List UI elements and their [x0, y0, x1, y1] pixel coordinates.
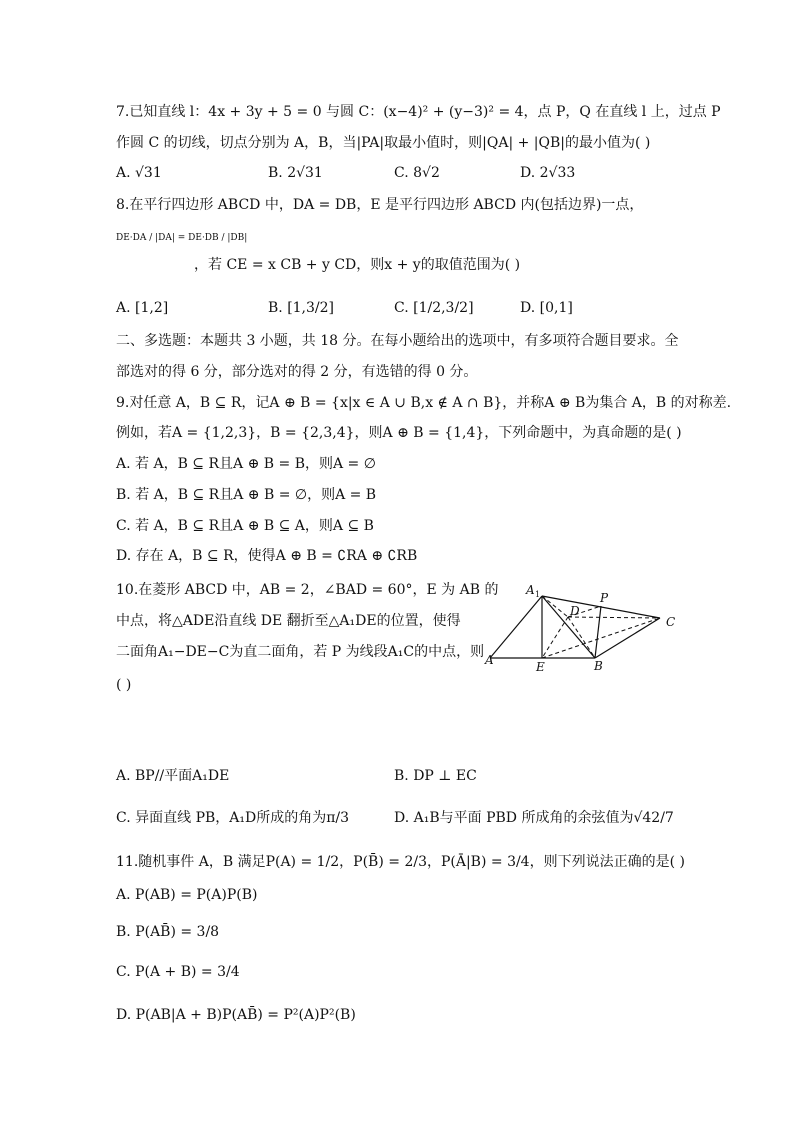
q10-line4: ( ) — [116, 677, 132, 693]
q8-option-a: A. [1,2] — [116, 300, 169, 316]
section2-line1: 二、多选题：本题共 3 小题，共 18 分。在每小题给出的选项中，有多项符合题目要求。全 — [116, 333, 679, 349]
q9-line2: 例如，若A = {1,2,3}，B = {2,3,4}，则A ⊕ B = {1,4}，下列命题中，为真命题的是( ) — [116, 425, 682, 441]
q11-option-a: A. P(AB) = P(A)P(B) — [116, 887, 258, 903]
q8-option-d: D. [0,1] — [520, 300, 573, 316]
q8-line1: 8.在平行四边形 ABCD 中，DA = DB，E 是平行四边形 ABCD 内(包括边界)一点， — [116, 197, 644, 213]
edge-d-e — [542, 617, 568, 658]
q7-option-a: A. √31 — [116, 165, 162, 181]
q11-option-b: B. P(AB̄) = 3/8 — [116, 924, 220, 940]
rhombus-fold-figure — [480, 582, 680, 674]
q8-vector-equation: DE·DA / |DA| = DE·DB / |DB| — [116, 233, 248, 243]
q10-option-d: D. A₁B与平面 PBD 所成角的余弦值为√42/7 — [394, 810, 674, 826]
q11-option-c: C. P(A + B) = 3/4 — [116, 964, 240, 980]
q9-option-a: A. 若 A，B ⊆ R且A ⊕ B = B，则A = ∅ — [116, 456, 376, 472]
edge-p-b — [595, 606, 601, 658]
q10-line1: 10.在菱形 ABCD 中，AB = 2，∠BAD = 60°，E 为 AB 的 — [116, 582, 499, 598]
edge-d-b — [568, 617, 595, 658]
edge-b-c — [595, 618, 660, 658]
label-a: A — [485, 653, 494, 667]
edge-d-c — [568, 617, 660, 618]
q9-option-c: C. 若 A，B ⊆ R且A ⊕ B ⊆ A，则A ⊆ B — [116, 518, 374, 534]
q8-option-b: B. [1,3/2] — [268, 300, 335, 316]
q10-line2: 中点，将△ADE沿直线 DE 翻折至△A₁DE的位置，使得 — [116, 613, 461, 629]
q11-line1: 11.随机事件 A，B 满足P(A) = 1/2，P(B̄) = 2/3，P(Ā|B) = 3/4，则下列说法正确的是( ) — [116, 854, 685, 870]
label-a1: A — [526, 583, 535, 597]
label-b: B — [594, 659, 603, 673]
section2-line2: 部选对的得 6 分，部分选对的得 2 分，有选错的得 0 分。 — [116, 364, 478, 380]
q10-option-a: A. BP//平面A₁DE — [116, 768, 230, 784]
q8-line2: ，若 CE = x CB + y CD，则x + y的取值范围为( ) — [194, 257, 521, 273]
edge-a1-d — [542, 596, 568, 617]
q10-option-b: B. DP ⊥ EC — [394, 768, 477, 784]
q8-option-c: C. [1/2,3/2] — [394, 300, 474, 316]
q9-option-b: B. 若 A，B ⊆ R且A ⊕ B = ∅，则A = B — [116, 487, 377, 503]
label-d: D — [570, 604, 580, 618]
edge-a1-a — [490, 596, 542, 658]
edge-e-c — [542, 618, 660, 658]
q9-option-d: D. 存在 A，B ⊆ R，使得A ⊕ B = ∁RA ⊕ ∁RB — [116, 548, 418, 564]
label-e: E — [536, 660, 545, 674]
q10-line3: 二面角A₁−DE−C为直二面角，若 P 为线段A₁C的中点，则 — [116, 644, 485, 660]
q10-option-c: C. 异面直线 PB，A₁D所成的角为π/3 — [116, 810, 350, 826]
q11-option-d: D. P(AB|A + B)P(AB̄) = P²(A)P²(B) — [116, 1007, 356, 1023]
label-p: P — [600, 591, 609, 605]
label-a1-sub: 1 — [535, 590, 541, 599]
q7-line2: 作圆 C 的切线，切点分别为 A，B，当|PA|取最小值时，则|QA| + |QB|的最小值为( ) — [116, 135, 651, 151]
q7-line1: 7.已知直线 l：4x + 3y + 5 = 0 与圆 C：(x−4)² + (y−3)² = 4，点 P，Q 在直线 l 上，过点 P — [116, 104, 721, 120]
q7-option-d: D. 2√33 — [520, 165, 576, 181]
q7-option-c: C. 8√2 — [394, 165, 440, 181]
label-c: C — [666, 615, 676, 629]
q7-option-b: B. 2√31 — [268, 165, 323, 181]
q9-line1: 9.对任意 A，B ⊆ R，记A ⊕ B = {x|x ∈ A ∪ B,x ∉ A ∩ B}，并称A ⊕ B为集合 A，B 的对称差. — [116, 395, 732, 411]
